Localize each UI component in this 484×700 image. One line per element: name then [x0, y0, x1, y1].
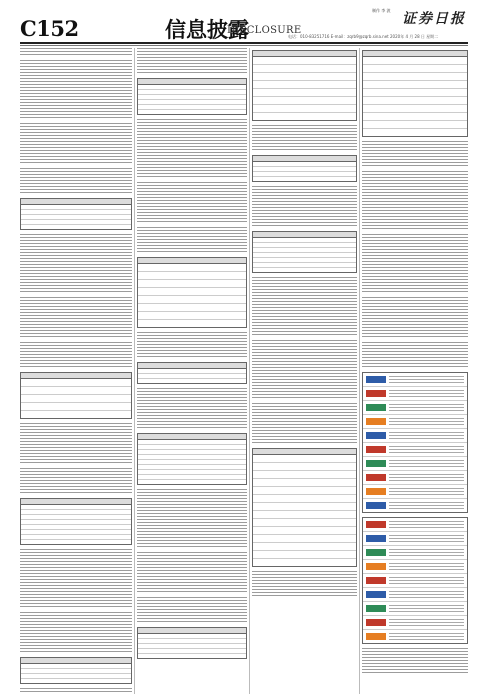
brand-row: [363, 518, 467, 532]
text-block: [137, 182, 247, 224]
brand-logo-icon: [366, 591, 386, 598]
data-table: [20, 198, 132, 230]
text-block: [362, 234, 468, 294]
brand-logo-icon: [366, 633, 386, 640]
data-table: [252, 155, 357, 182]
brand-row: [363, 471, 467, 485]
data-table: [137, 78, 247, 115]
text-block: [20, 688, 132, 694]
brand-row: [363, 588, 467, 602]
text-block: [137, 227, 247, 254]
brand-row: [363, 532, 467, 546]
data-table: [252, 231, 357, 273]
brand-logo-icon: [366, 521, 386, 528]
text-block: [20, 48, 132, 57]
brand-logo-icon: [366, 418, 386, 425]
data-table: [137, 433, 247, 485]
brand-row: [363, 560, 467, 574]
header-rule: [20, 42, 468, 44]
text-block: [137, 597, 247, 624]
brand-row: [363, 457, 467, 471]
text-block: [20, 342, 132, 369]
brand-row: [363, 546, 467, 560]
data-table: [137, 627, 247, 659]
brand-row: [363, 401, 467, 415]
text-block: [362, 342, 468, 369]
brand-row: [363, 630, 467, 643]
brand-logo-icon: [366, 502, 386, 509]
date-line: 2020年 4 月 28 日 星期二: [390, 34, 439, 39]
brand-logo-icon: [366, 432, 386, 439]
brand-row: [363, 387, 467, 401]
brand-row: [363, 373, 467, 387]
brand-logo-icon: [366, 390, 386, 397]
brand-row: [363, 616, 467, 630]
text-block: [252, 340, 357, 400]
brand-logo-icon: [366, 549, 386, 556]
brand-logo-table: [362, 372, 468, 513]
data-table: [362, 50, 468, 137]
brand-row: [363, 443, 467, 457]
text-block: [20, 468, 132, 495]
brand-row: [363, 602, 467, 616]
brand-logo-icon: [366, 404, 386, 411]
editor-line: 制作 李 波: [372, 8, 391, 13]
text-block: [362, 171, 468, 231]
text-block: [252, 403, 357, 445]
text-block: [20, 297, 132, 339]
column-divider: [359, 48, 360, 694]
page-number: C152: [20, 16, 79, 41]
brand-row: [363, 499, 467, 512]
text-block: [137, 552, 247, 594]
brand-row: [363, 485, 467, 499]
brand-logo-icon: [366, 376, 386, 383]
text-block: [20, 234, 132, 294]
column-divider: [134, 48, 135, 694]
data-table: [20, 498, 132, 545]
text-block: [20, 60, 132, 120]
brand-row: [363, 415, 467, 429]
text-block: [252, 125, 357, 152]
text-block: [20, 423, 132, 465]
data-table: [252, 50, 357, 121]
brand-logo-icon: [366, 488, 386, 495]
brand-row: [363, 429, 467, 443]
brand-logo-icon: [366, 563, 386, 570]
data-table: [137, 257, 247, 328]
newspaper-logo: 证券日报: [402, 11, 466, 27]
brand-logo-icon: [366, 460, 386, 467]
text-block: [252, 277, 357, 337]
data-table: [252, 448, 357, 567]
text-block: [20, 168, 132, 195]
text-block: [20, 549, 132, 609]
text-block: [137, 388, 247, 430]
brand-logo-icon: [366, 535, 386, 542]
section-title: 信息披露: [165, 17, 249, 42]
section-subtitle: DISCLOSURE: [227, 25, 302, 36]
brand-logo-icon: [366, 474, 386, 481]
text-block: [137, 48, 247, 75]
text-block: [252, 186, 357, 228]
brand-row: [363, 574, 467, 588]
contact-line: 电话：010-83251716 E-mail：zqrb9@zqrb.sina.net: [288, 34, 389, 39]
contact-date-line: [288, 34, 438, 40]
column-1: [20, 48, 132, 694]
brand-logo-table: [362, 517, 468, 644]
data-table: [137, 362, 247, 384]
brand-logo-icon: [366, 577, 386, 584]
column-3: [252, 48, 357, 694]
masthead: [0, 0, 484, 44]
column-2: [137, 48, 247, 694]
data-table: [20, 372, 132, 419]
data-table: [20, 657, 132, 684]
text-block: [137, 119, 247, 179]
text-block: [20, 123, 132, 165]
brand-logo-icon: [366, 619, 386, 626]
text-block: [362, 141, 468, 168]
column-divider: [249, 48, 250, 694]
text-block: [137, 332, 247, 359]
text-block: [362, 648, 468, 675]
text-block: [252, 571, 357, 598]
text-block: [20, 612, 132, 654]
text-block: [362, 297, 468, 339]
brand-logo-icon: [366, 446, 386, 453]
header-rule-thin: [20, 45, 468, 46]
brand-logo-icon: [366, 605, 386, 612]
column-4: [362, 48, 468, 694]
text-block: [137, 489, 247, 549]
